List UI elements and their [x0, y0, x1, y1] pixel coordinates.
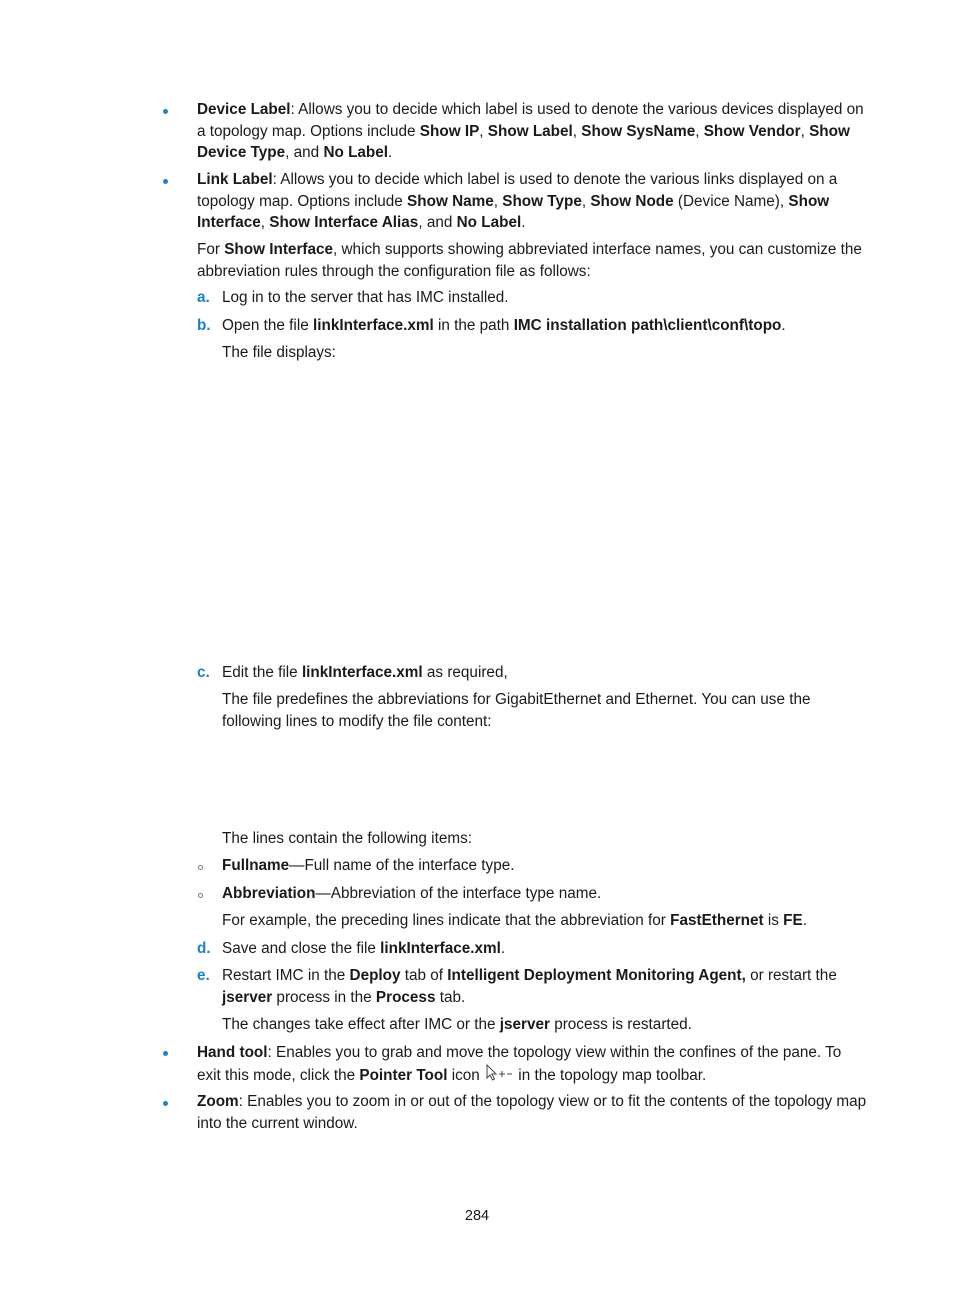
bullet-icon: [163, 1101, 168, 1106]
zoom-item: Zoom: Enables you to zoom in or out of the topology view or to fit the contents of the topology map into the current window.: [197, 1093, 867, 1132]
sub-bullet-icon: [198, 893, 203, 898]
step-e-note: The changes take effect after IMC or the jserver process is restarted.: [222, 1016, 692, 1033]
hand-tool-item: Hand tool: Enables you to grab and move the topology view within the confines of the pane. To exit this mode, click the Pointer Tool icon in the topology map toolbar.: [197, 1041, 869, 1089]
step-letter-e: e.: [197, 967, 210, 984]
bullet-icon: [163, 109, 168, 114]
example-text: For example, the preceding lines indicate that the abbreviation for FastEthernet is FE.: [222, 912, 807, 929]
step-b-note: The file displays:: [222, 344, 336, 361]
step-b-text: Open the file linkInterface.xml in the path IMC installation path\client\conf\topo.: [222, 317, 786, 334]
bullet-icon: [163, 179, 168, 184]
step-c-text: Edit the file linkInterface.xml as required,: [222, 664, 508, 681]
page-number: 284: [464, 1208, 490, 1224]
bullet-icon: [163, 1051, 168, 1056]
step-d-text: Save and close the file linkInterface.xml.: [222, 940, 506, 957]
pointer-tool-icon: [484, 1064, 514, 1089]
sub-bullet-icon: [198, 865, 203, 870]
device-label-item: Device Label: Allows you to decide which label is used to denote the various devices displayed on a topology map. Options include Show IP, Show Label, Show SysName, Show Vendor, Show Device Type, and No Label.: [197, 101, 864, 161]
step-letter-d: d.: [197, 940, 211, 957]
step-letter-a: a.: [197, 289, 210, 306]
step-a-text: Log in to the server that has IMC installed.: [222, 289, 509, 306]
step-letter-b: b.: [197, 317, 211, 334]
step-e-text: Restart IMC in the Deploy tab of Intelligent Deployment Monitoring Agent, or restart the jserver process in the Process tab.: [222, 967, 837, 1006]
step-c-note: The file predefines the abbreviations for GigabitEthernet and Ethernet. You can use the following lines to modify the file content:: [222, 691, 811, 730]
link-label-item: Link Label: Allows you to decide which label is used to denote the various links displayed on a topology map. Options include Show Name, Show Type, Show Node (Device Name), Show Interface, Show Interface Alias, and No Label.: [197, 171, 838, 231]
step-letter-c: c.: [197, 664, 210, 681]
item-abbreviation: Abbreviation—Abbreviation of the interface type name.: [222, 885, 602, 902]
show-interface-paragraph: For Show Interface, which supports showing abbreviated interface names, you can customize the abbreviation rules through the configuration file as follows:: [197, 241, 862, 280]
lines-intro: The lines contain the following items:: [222, 830, 472, 847]
item-fullname: Fullname—Full name of the interface type.: [222, 857, 515, 874]
